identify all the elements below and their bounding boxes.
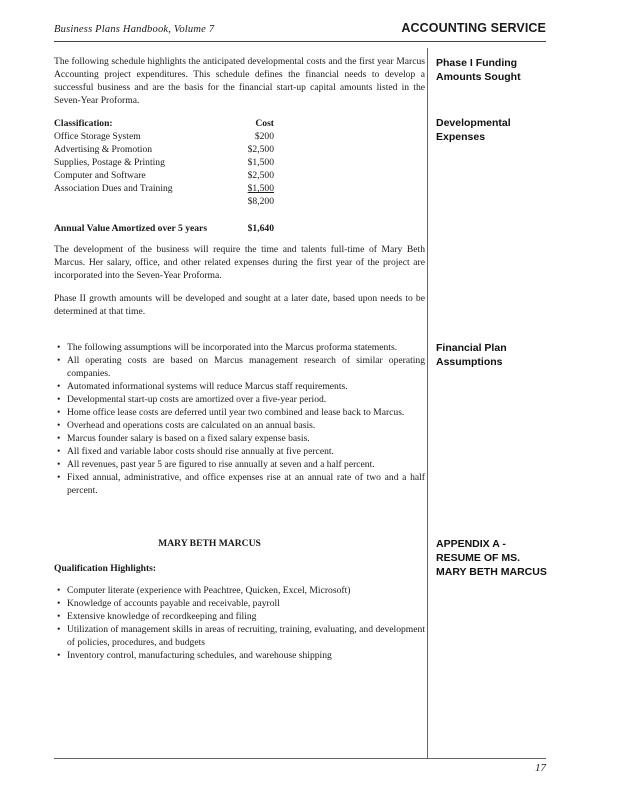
classification-header: Classification:	[54, 118, 113, 129]
expense-label: Advertising & Promotion	[54, 144, 153, 155]
development-paragraph: The development of the business will require the time and talents full-time of Mary Beth Marcus. Her salary, office, and other related expenses during the first year of the project are incorporated into the Seven-Year Proforma.	[54, 244, 425, 281]
expense-amount: $2,500	[247, 144, 274, 155]
resume-name: MARY BETH MARCUS	[158, 538, 261, 549]
list-item: • Developmental start-up costs are amortized over a five-year period.	[54, 393, 425, 406]
column-divider	[427, 48, 428, 758]
expense-label: Computer and Software	[54, 170, 146, 181]
list-item: • Inventory control, manufacturing schedules, and warehouse shipping	[54, 649, 425, 662]
section-title: ACCOUNTING SERVICE	[401, 21, 546, 35]
phase2-paragraph: Phase II growth amounts will be developed and sought at a later date, based upon needs to be determined at that time.	[54, 293, 425, 317]
table-row	[54, 130, 425, 143]
expense-label: Association Dues and Training	[54, 183, 173, 194]
sidebar-heading-developmental: Developmental Expenses	[436, 117, 511, 143]
expense-label: Office Storage System	[54, 131, 141, 142]
expense-total-row	[54, 195, 425, 208]
list-item: • Marcus founder salary is based on a fixed salary expense basis.	[54, 432, 425, 445]
table-row	[54, 156, 425, 169]
expense-amount: $2,500	[247, 170, 274, 181]
list-item: • All operating costs are based on Marcus management research of similar operating companies.	[54, 354, 425, 380]
expense-amount: $200	[254, 131, 274, 142]
list-item: • Knowledge of accounts payable and receivable, payroll	[54, 597, 425, 610]
expense-table-header	[54, 117, 425, 130]
expense-table	[54, 117, 425, 235]
list-item: • Fixed annual, administrative, and office expenses rise at an annual rate of two and a half percent.	[54, 471, 425, 497]
cost-header: Cost	[255, 118, 274, 129]
resume-section	[54, 537, 425, 662]
sidebar-heading-financial: Financial Plan Assumptions	[436, 342, 507, 368]
list-item: • Home office lease costs are deferred until year two combined and lease back to Marcus.	[54, 406, 425, 419]
amortized-amount: $1,640	[247, 223, 274, 234]
table-row	[54, 182, 425, 195]
expense-amount: $1,500	[247, 157, 274, 168]
list-item: • All revenues, past year 5 are figured to rise annually at seven and a half percent.	[54, 458, 425, 471]
page-number: 17	[535, 762, 546, 774]
table-row	[54, 169, 425, 182]
assumptions-list-container	[54, 341, 425, 497]
expense-total: $8,200	[247, 196, 274, 207]
list-item: • Computer literate (experience with Peachtree, Quicken, Excel, Microsoft)	[54, 584, 425, 597]
list-item: • Automated informational systems will reduce Marcus staff requirements.	[54, 380, 425, 393]
list-item: • The following assumptions will be incorporated into the Marcus proforma statements.	[54, 341, 425, 354]
table-row	[54, 143, 425, 156]
list-item: • Utilization of management skills in areas of recruiting, training, evaluating, and development of policies, procedures, and budgets	[54, 623, 425, 649]
expense-amount	[244, 182, 274, 195]
list-item: • Overhead and operations costs are calculated on an annual basis.	[54, 419, 425, 432]
expense-amount-underlined: $1,500	[247, 183, 274, 194]
qualification-heading: Qualification Highlights:	[54, 563, 157, 574]
amortized-label: Annual Value Amortized over 5 years	[54, 223, 208, 234]
intro-paragraph: The following schedule highlights the anticipated developmental costs and the first year Marcus Accounting project expenditures. This schedule defines the financial needs to develop a successful business and are the basis for the financial start-up capital amounts listed in the Seven-Year Proforma.	[54, 56, 425, 106]
qualification-list	[54, 584, 425, 662]
book-title: Business Plans Handbook, Volume 7	[54, 24, 215, 35]
list-item: • All fixed and variable labor costs should rise annually at five percent.	[54, 445, 425, 458]
page-header	[54, 20, 546, 44]
list-item: • Extensive knowledge of recordkeeping and filing	[54, 610, 425, 623]
sidebar-heading-appendix: APPENDIX A - RESUME OF MS. MARY BETH MARCUS	[436, 538, 547, 578]
sidebar-heading-phase1: Phase I Funding Amounts Sought	[436, 57, 521, 83]
assumptions-list	[54, 341, 425, 497]
footer-rule	[54, 758, 546, 759]
expense-label: Supplies, Postage & Printing	[54, 157, 165, 168]
amortized-row	[54, 222, 425, 235]
header-rule	[54, 41, 546, 42]
